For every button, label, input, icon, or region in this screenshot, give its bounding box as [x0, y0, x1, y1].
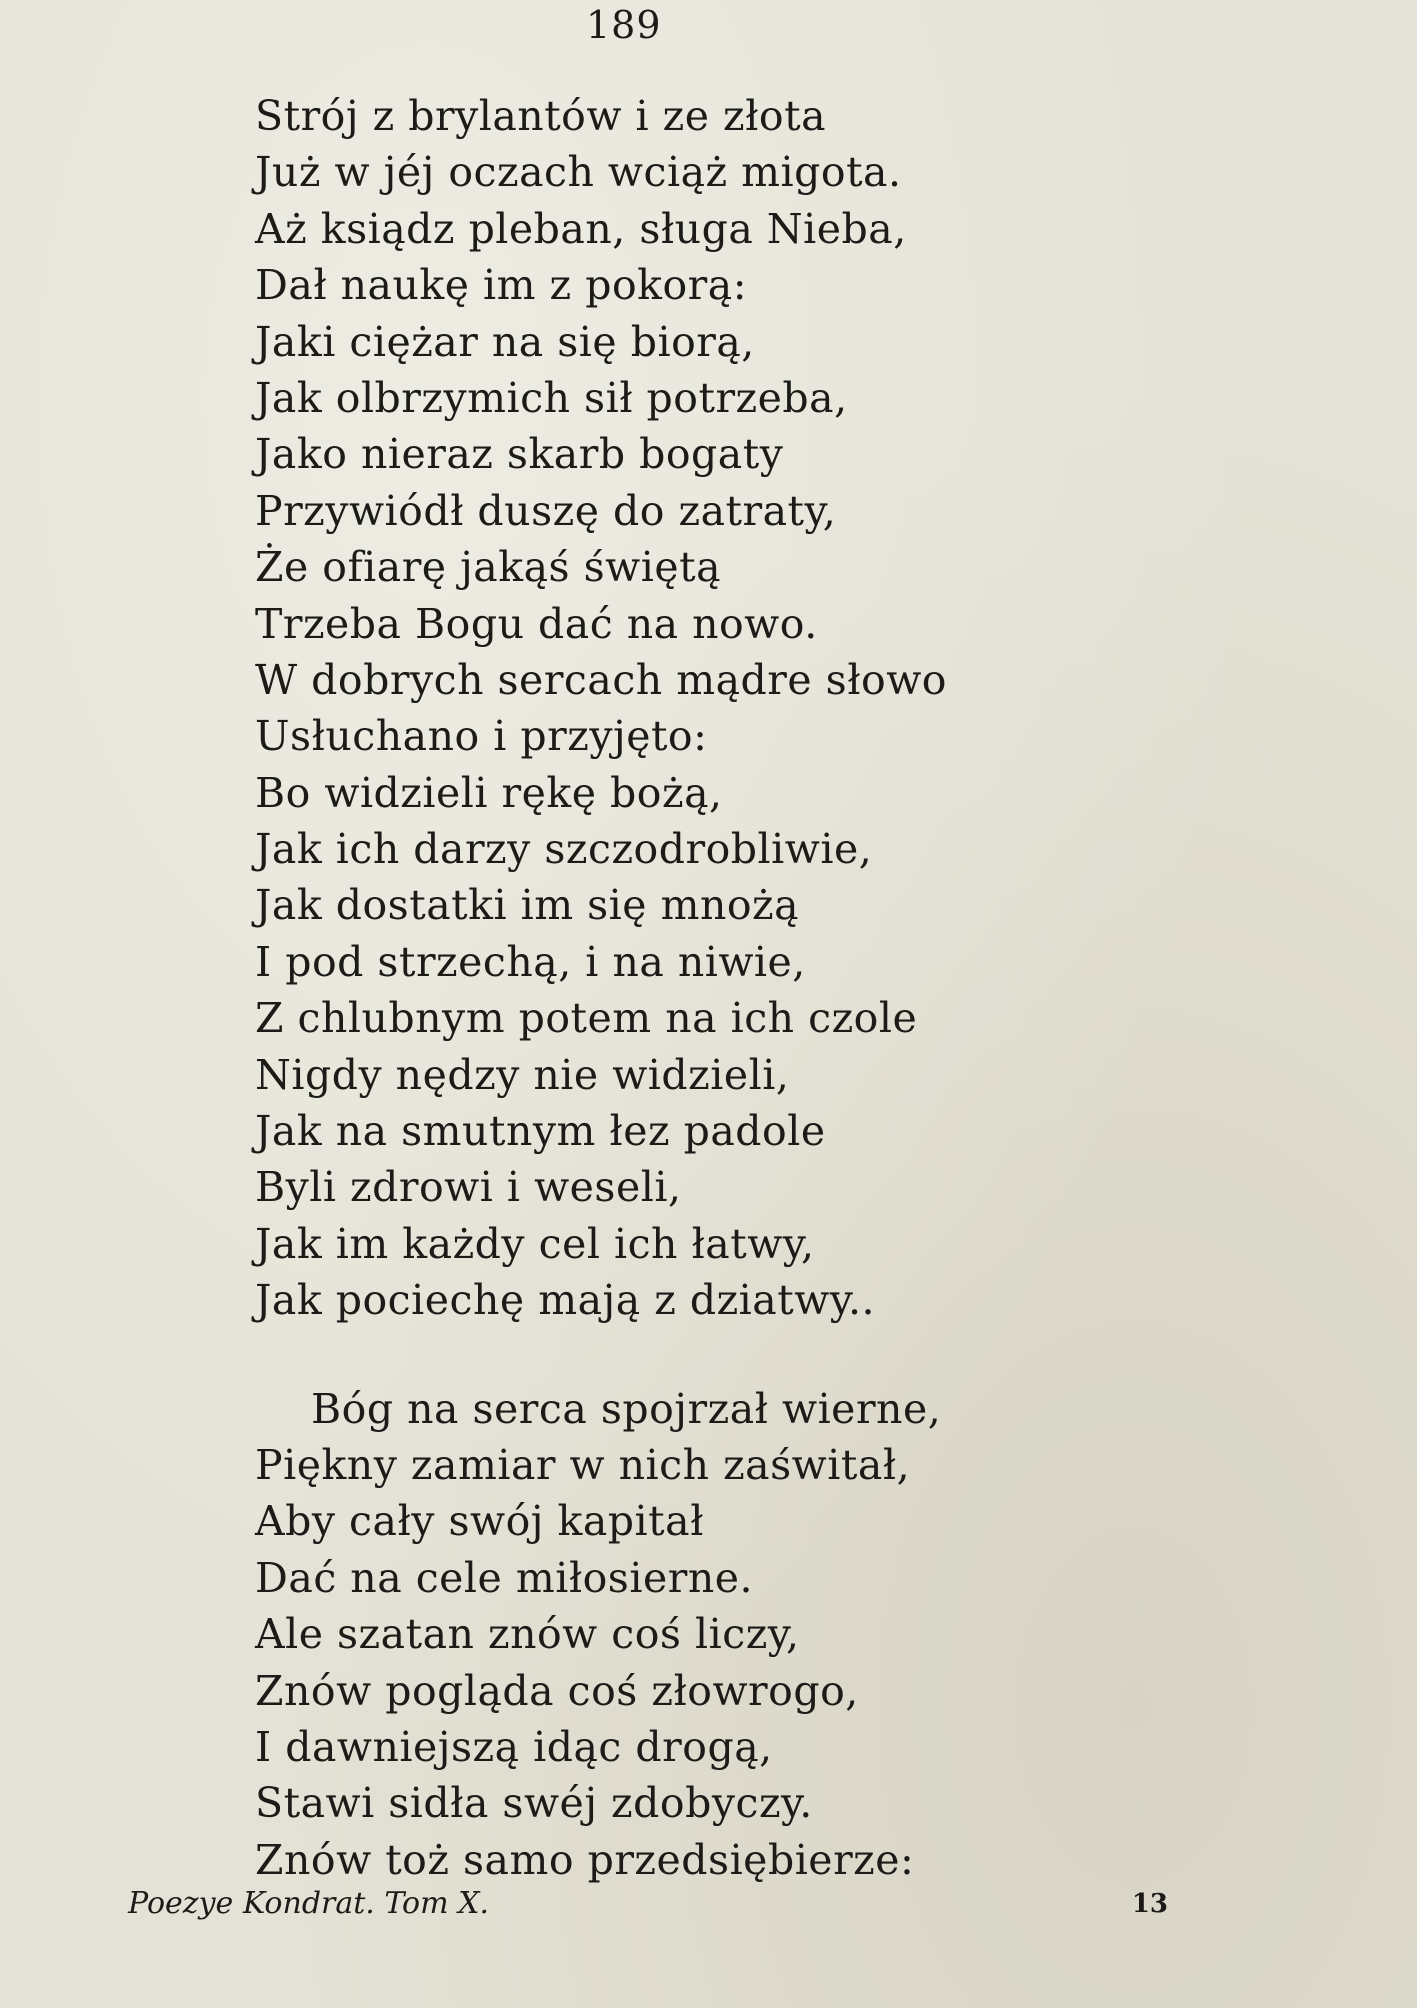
verse-line: Aby cały swój kapitał [255, 1497, 704, 1546]
stanza-1 [255, 88, 1305, 1329]
verse-line: Ale szatan znów coś liczy, [255, 1610, 800, 1659]
verse-line: Dał naukę im z pokorą: [255, 261, 748, 310]
poem-text [255, 88, 1305, 1888]
verse-line: Dać na cele miłosierne. [255, 1553, 754, 1602]
verse-line: Przywiódł duszę do zatraty, [255, 486, 837, 535]
verse-line: Jak pociechę mają z dziatwy.. [255, 1276, 876, 1325]
verse-line: Że ofiarę jakąś świętą [255, 543, 722, 592]
verse-line: I dawniejszą idąc drogą, [255, 1722, 773, 1771]
verse-line: Już w jéj oczach wciąż migota. [255, 148, 902, 197]
footer-signature: Poezye Kondrat. Tom X. [128, 1886, 489, 1921]
verse-line: Jak ich darzy szczodrobliwie, [255, 825, 873, 874]
verse-line: Aż ksiądz pleban, sługa Nieba, [255, 204, 907, 253]
verse-line: Bóg na serca spojrzał wierne, [311, 1384, 942, 1433]
verse-line: Strój z brylantów i ze złota [255, 92, 827, 140]
verse-line: Jaki ciężar na się biorą, [255, 317, 755, 366]
page-number: 189 [586, 3, 662, 47]
verse-line: Nigdy nędzy nie widzieli, [255, 1050, 790, 1099]
verse-line: Bo widzieli rękę bożą, [255, 768, 723, 817]
sheet-number: 13 [1131, 1889, 1168, 1919]
verse-line: Jak olbrzymich sił potrzeba, [255, 373, 848, 422]
verse-line: Jako nieraz skarb bogaty [255, 430, 784, 479]
verse-line: Z chlubnym potem na ich czole [255, 994, 918, 1043]
page-footer [128, 1884, 1168, 1924]
verse-line: W dobrych sercach mądre słowo [255, 655, 947, 704]
verse-line: Jak im każdy cel ich łatwy, [255, 1219, 815, 1268]
verse-line: Byli zdrowi i weseli, [255, 1163, 682, 1212]
verse-line: Trzeba Bogu dać na nowo. [255, 599, 818, 648]
verse-line: Jak dostatki im się mnożą [255, 881, 800, 930]
verse-line: Jak na smutnym łez padole [255, 1107, 826, 1156]
verse-line: Usłuchano i przyjęto: [255, 712, 708, 761]
verse-line: Piękny zamiar w nich zaświtał, [255, 1440, 911, 1489]
verse-line: Stawi sidła swéj zdobyczy. [255, 1779, 813, 1828]
verse-line: Znów toż samo przedsiębierze: [255, 1835, 915, 1884]
verse-line: Znów pogląda coś złowrogo, [255, 1666, 859, 1715]
stanza-2 [255, 1381, 1305, 1889]
verse-line: I pod strzechą, i na niwie, [255, 937, 806, 986]
